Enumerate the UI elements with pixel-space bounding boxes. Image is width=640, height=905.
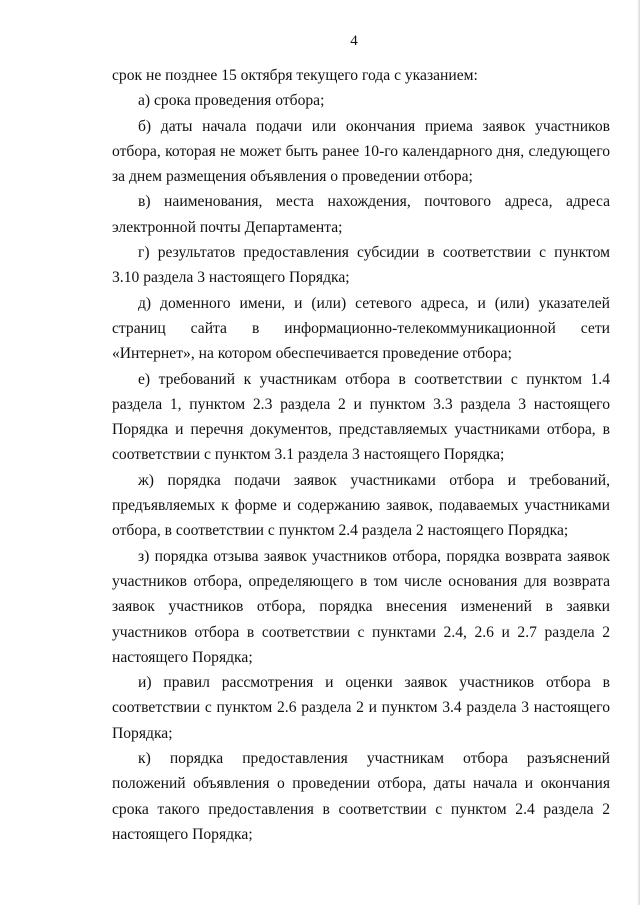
paragraph-item-e: е) требований к участникам отбора в соответствии с пунктом 1.4 раздела 1, пунктом 2.3 раздела 2 и пунктом 3.3 раздела 3 настоящего Порядка и перечня документов, представляемых участниками отбора, в соответствии с пунктом 3.1 раздела 3 настоящего Порядка;: [112, 370, 610, 464]
paragraph-item-d: д) доменного имени, и (или) сетевого адреса, и (или) указателей страниц сайта в информационно-телекоммуникационной сети «Интернет», на котором обеспечивается проведение отбора;: [112, 294, 610, 363]
paragraph-item-z: з) порядка отзыва заявок участников отбора, порядка возврата заявок участников отбора, определяющего в том числе основания для возврата заявок участников отбора, порядка внесения изменений в заявки участников отбора в соответствии с пунктами 2.4, 2.6 и 2.7 раздела 2 настоящего Порядка;: [112, 547, 610, 666]
paragraph-item-a: а) срока проведения отбора;: [138, 92, 325, 110]
paragraph-item-zh: ж) порядка подачи заявок участниками отбора и требований, предъявляемых к форме и содержанию заявок, подаваемых участниками отбора, в соответствии с пунктом 2.4 раздела 2 настоящего Порядка;: [112, 471, 610, 540]
page-number: 4: [350, 33, 358, 49]
document-body: [112, 63, 610, 847]
paragraph-item-k: к) порядка предоставления участникам отбора разъяснений положений объявления о проведении отбора, даты начала и окончания срока такого предоставления в соответствии с пунктом 2.4 раздела 2 настоящего Порядка;: [112, 750, 610, 843]
paragraph-item-g: г) результатов предоставления субсидии в соответствии с пунктом 3.10 раздела 3 настоящего Порядка;: [112, 244, 610, 287]
paragraph-intro: срок не позднее 15 октября текущего года с указанием:: [112, 67, 478, 84]
paragraph-item-i: и) правил рассмотрения и оценки заявок участников отбора в соответствии с пунктом 2.6 раздела 2 и пунктом 3.4 раздела 3 настоящего Порядка;: [112, 674, 610, 742]
paragraph-item-v: в) наименования, места нахождения, почтового адреса, адреса электронной почты Департамента;: [112, 193, 610, 236]
paragraph-item-b: б) даты начала подачи или окончания приема заявок участников отбора, которая не может быть ранее 10-го календарного дня, следующего за днем размещения объявления о проведении отбора;: [112, 117, 610, 186]
